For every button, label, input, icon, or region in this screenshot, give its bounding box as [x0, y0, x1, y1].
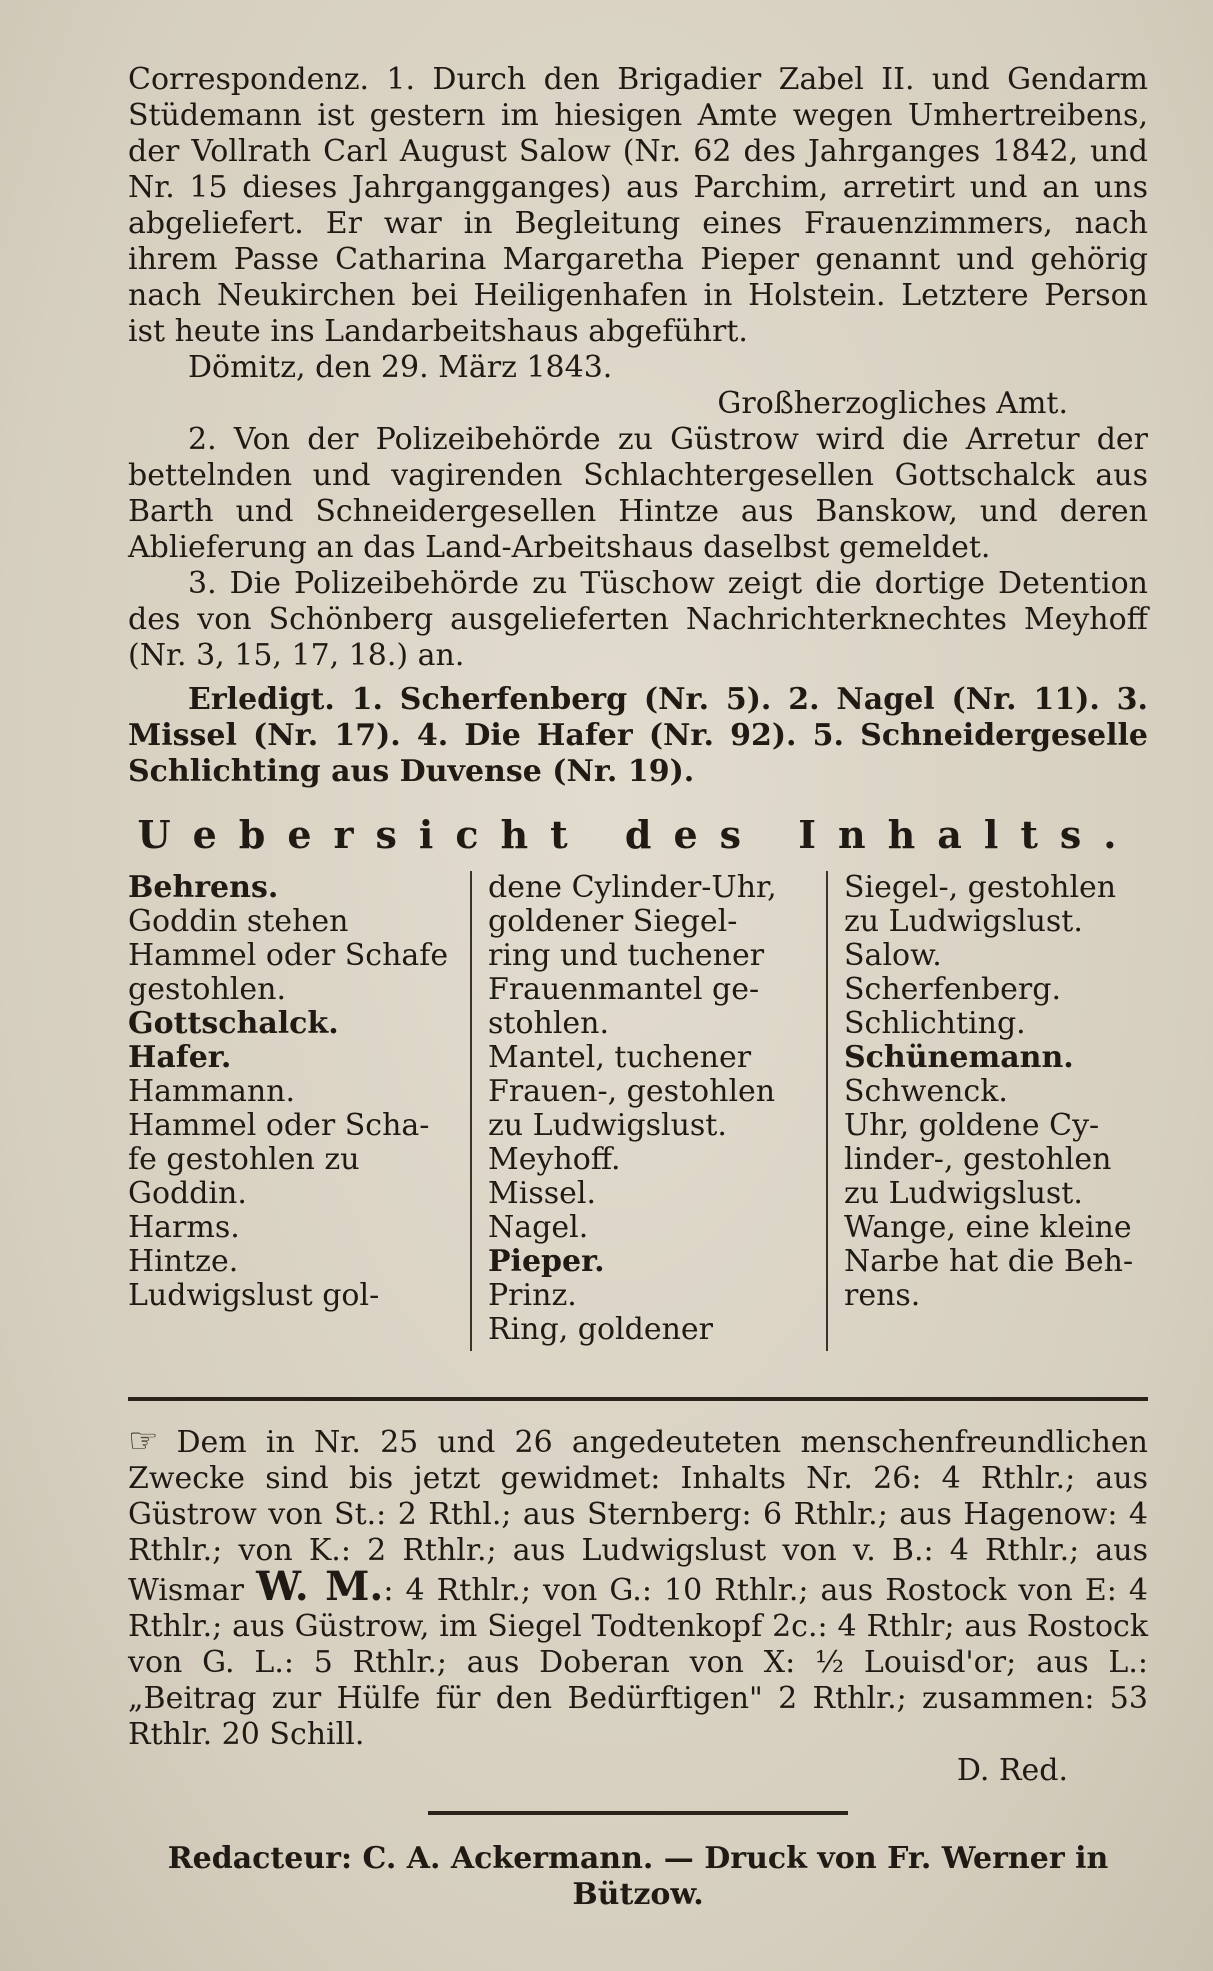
index-entry: fe gestohlen zu	[128, 1142, 360, 1177]
signature: Großherzogliches Amt.	[717, 386, 1068, 421]
paragraph-2: 2. Von der Polizeibehörde zu Güstrow wird die Arretur der bettelnden und vagirenden Schlachtergesellen Gottschalck aus Barth und Schneidergesellen Hintze aus Banskow, und deren Ablieferung an das Land-Arbeitshaus daselbst gemeldet.	[128, 422, 1148, 565]
index-entry: zu Ludwigslust.	[844, 904, 1083, 939]
index-entry: Frauenmantel ge-	[488, 972, 760, 1007]
index-entry: gestohlen.	[128, 972, 286, 1007]
index-entry: Gottschalck.	[128, 1006, 339, 1041]
article-column	[128, 62, 1148, 1913]
column-divider	[826, 871, 828, 1351]
index-entry: Goddin.	[128, 1176, 247, 1211]
index-entry: ring und tuchener	[488, 938, 765, 973]
index-entry: Narbe hat die Beh-	[844, 1244, 1134, 1279]
index-column-2	[488, 871, 818, 1347]
index-entry: zu Ludwigslust.	[488, 1108, 727, 1143]
pointing-hand-icon: ☞	[128, 1421, 159, 1461]
index-entry: rens.	[844, 1278, 921, 1313]
index-heading: Uebersicht des Inhalts.	[137, 812, 1139, 857]
notice-text: Dem in Nr. 25 und 26 angedeuteten menschenfreundlichen Zwecke sind bis jetzt gewidmet: Inhalts Nr. 26: 4 Rthlr.; aus Güstrow von St.: 2 Rthl.; aus Sternberg: 6 Rthlr.; aus Hagenow: 4 Rthlr.; von K.: 2 Rthlr.; aus Ludwigslust von v. B.: 4 Rthlr.; aus Wismar	[128, 1425, 1148, 1608]
index-entry: Wange, eine kleine	[844, 1210, 1132, 1245]
index-entry: Ring, goldener	[488, 1312, 714, 1347]
index-entry: Harms.	[128, 1210, 240, 1245]
index-entry: zu Ludwigslust.	[844, 1176, 1083, 1211]
index-entry: stohlen.	[488, 1006, 610, 1041]
index-entry: Scherfenberg.	[844, 972, 1061, 1007]
index-entry: goldener Siegel-	[488, 904, 738, 939]
index-entry: Siegel-, gestohlen	[844, 870, 1117, 905]
index-entry: Hammel oder Schafe	[128, 938, 449, 973]
index-entry: Goddin stehen	[128, 904, 349, 939]
resolved-paragraph: Erledigt. 1. Scherfenberg (Nr. 5). 2. Nagel (Nr. 11). 3. Missel (Nr. 17). 4. Die Hafer (Nr. 92). 5. Schneidergeselle Schlichting aus Duvense (Nr. 19).	[128, 682, 1148, 789]
column-divider	[470, 871, 472, 1351]
index-entry: Missel.	[488, 1176, 596, 1211]
index-entry: Frauen-, gestohlen	[488, 1074, 776, 1109]
index-column-3	[844, 871, 1148, 1313]
index-entry: Hintze.	[128, 1244, 239, 1279]
index-entry: Mantel, tuchener	[488, 1040, 752, 1075]
index-entry: dene Cylinder-Uhr,	[488, 870, 777, 905]
notice-initials: W. M.	[256, 1563, 384, 1610]
index-entry: Nagel.	[488, 1210, 589, 1245]
index-entry: Hammel oder Scha-	[128, 1108, 430, 1143]
dateline: Dömitz, den 29. März 1843.	[188, 350, 613, 385]
index-entry: Schlichting.	[844, 1006, 1026, 1041]
notice-signature: D. Red.	[956, 1753, 1068, 1788]
index-entry: Meyhoff.	[488, 1142, 621, 1177]
notice-text-continued: : 4 Rthlr.; von G.: 10 Rthlr.; aus Rostock von E: 4 Rthlr.; aus Güstrow, im Siegel Todtenkopf 2c.: 4 Rthlr; aus Rostock von G. L.: 5 Rthlr.; aus Doberan von X: ½ Louisd'or; aus L.: „Beitrag zur Hülfe für den Bedürftigen" 2 Rthlr.; zusammen: 53 Rthlr. 20 Schill.	[128, 1573, 1148, 1752]
index-entry: Schünemann.	[844, 1040, 1074, 1075]
index-entry: linder-, gestohlen	[844, 1142, 1112, 1177]
index-entry: Prinz.	[488, 1278, 577, 1313]
donation-notice	[128, 1423, 1148, 1753]
index-column-1	[128, 871, 458, 1313]
index-entry: Hammann.	[128, 1074, 296, 1109]
index-entry: Salow.	[844, 938, 942, 973]
imprint-footer: Redacteur: C. A. Ackermann. — Druck von Fr. Werner in Bützow.	[167, 1841, 1109, 1912]
divider-rule	[128, 1397, 1148, 1401]
paragraph-3: 3. Die Polizeibehörde zu Tüschow zeigt die dortige Detention des von Schönberg ausgelieferten Nachrichterknechtes Meyhoff (Nr. 3, 15, 17, 18.) an.	[128, 566, 1148, 673]
index-entry: Uhr, goldene Cy-	[844, 1108, 1100, 1143]
index-table	[128, 871, 1148, 1371]
index-entry: Ludwigslust gol-	[128, 1278, 380, 1313]
index-entry: Behrens.	[128, 870, 279, 905]
index-entry: Schwenck.	[844, 1074, 1008, 1109]
correspondence-paragraph: Correspondenz. 1. Durch den Brigadier Zabel II. und Gendarm Stüdemann ist gestern im hiesigen Amte wegen Umhertreibens, der Vollrath Carl August Salow (Nr. 62 des Jahrganges 1842, und Nr. 15 dieses Jahrgangganges) aus Parchim, arretirt und an uns abgeliefert. Er war in Begleitung eines Frauenzimmers, nach ihrem Passe Catharina Margaretha Pieper genannt und gehörig nach Neukirchen bei Heiligenhafen in Holstein. Letztere Person ist heute ins Landarbeitshaus abgeführt.	[128, 62, 1148, 349]
index-entry: Hafer.	[128, 1040, 232, 1075]
divider-rule	[428, 1811, 848, 1815]
index-entry: Pieper.	[488, 1244, 605, 1279]
